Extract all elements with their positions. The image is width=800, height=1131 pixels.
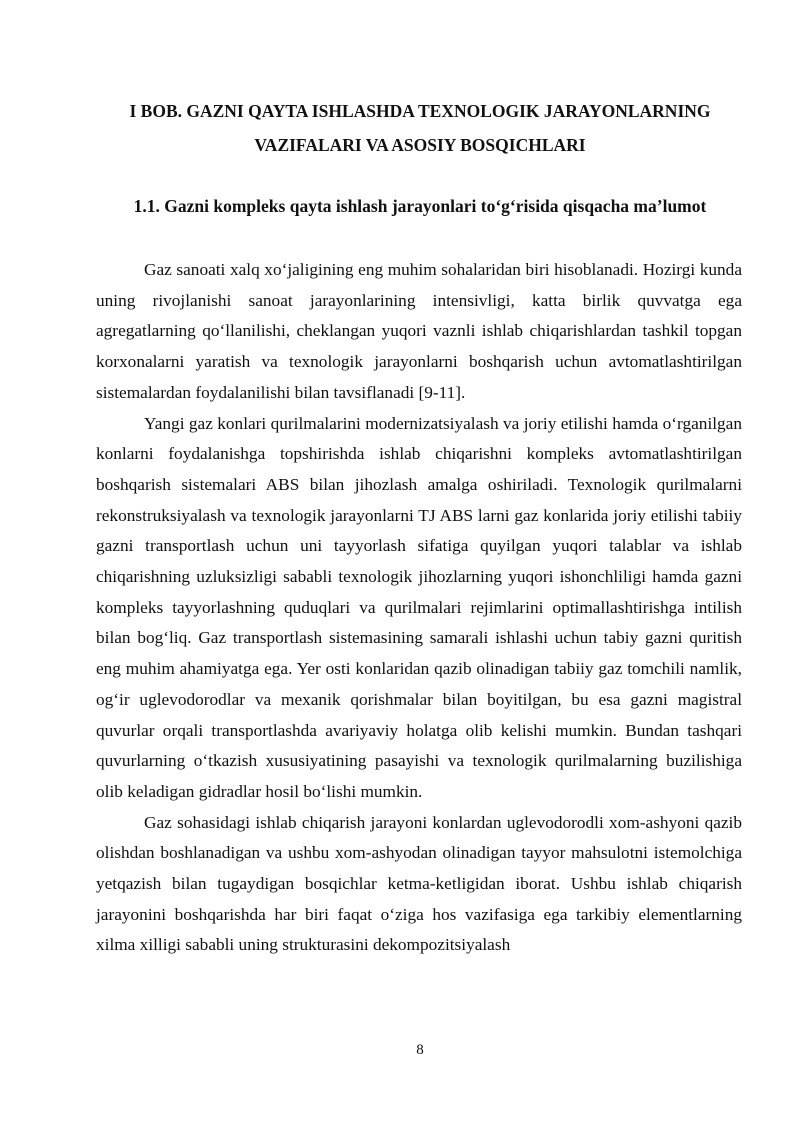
chapter-title: I BOB. GAZNI QAYTA ISHLASHDA TEXNOLOGIK JARAYONLARNING VAZIFALARI VA ASOSIY BOSQICHLARI [129, 101, 711, 155]
paragraph: Gaz sohasidagi ishlab chiqarish jarayoni konlardan uglevodorodli xom-ashyoni qazib olishdan boshlanadigan va ushbu xom-ashyodan olinadigan tayyor mahsulotni istemolchiga yetqazish bilan tugaydigan bosqichlar ketma-ketligidan iborat. Ushbu ishlab chiqarish jarayonini boshqarishda har biri faqat o‘ziga hos vazifasiga ega tarkibiy elementlarning xilma xilligi sababli uning strukturasini dekompozitsiyalash [96, 812, 742, 955]
section-title: 1.1. Gazni kompleks qayta ishlash jarayonlari to‘g‘risida qisqacha ma’lumot [133, 196, 707, 216]
paragraph: Yangi gaz konlari qurilmalarini modernizatsiyalash va joriy etilishi hamda o‘rganilgan konlarni foydalanishga topshirishda ishlab chiqarishni kompleks avtomatlashtirilgan boshqarish sistemalari ABS bilan jihozlash amalga oshiriladi. Texnologik qurilmalarni rekonstruksiyalash va texnologik jarayonlarni TJ ABS larni gaz konlarida joriy etilishi tabiiy gazni transportlash uchun uni tayyorlash sifatiga quyilgan yuqori talablar va ishlab chiqarishning uzluksizligi sababli texnologik jihozlarning yuqori ishonchliligi hamda gazni kompleks tayyorlashning quduqlari va qurilmalari rejimlarini optimallashtirishga intilish bilan bog‘liq. Gaz transportlash sistemasining samarali ishlashi uchun tabiy gazni quritish eng muhim ahamiyatga ega. Yer osti konlaridan qazib olinadigan tabiiy gaz tomchili namlik, og‘ir uglevodorodlar va mexanik qorishmalar bilan boyitilgan, bu esa gazni magistral quvurlar orqali transportlashda avariyaviy holatga olib kelishi mumkin. Bundan tashqari quvurlarning o‘tkazish xususiyatining pasayishi va texnologik qurilmalarning buzilishiga olib keladigan gidradlar hosil bo‘lishi mumkin. [96, 413, 742, 801]
paragraph: Gaz sanoati xalq xo‘jaligining eng muhim sohalaridan biri hisoblanadi. Hozirgi kunda uning rivojlanishi sanoat jarayonlarining intensivligi, katta birlik quvvatga ega agregatlarning qo‘llanilishi, cheklangan yuqori vaznli ishlab chiqarishlardan tashkil topgan korxonalarni yaratish va texnologik jarayonlarni boshqarish uchun avtomatlashtirilgan sistemalardan foydalanilishi bilan tavsiflanadi [9-11]. [96, 260, 742, 402]
body-text [96, 255, 742, 961]
page-number: 8 [416, 1042, 424, 1058]
